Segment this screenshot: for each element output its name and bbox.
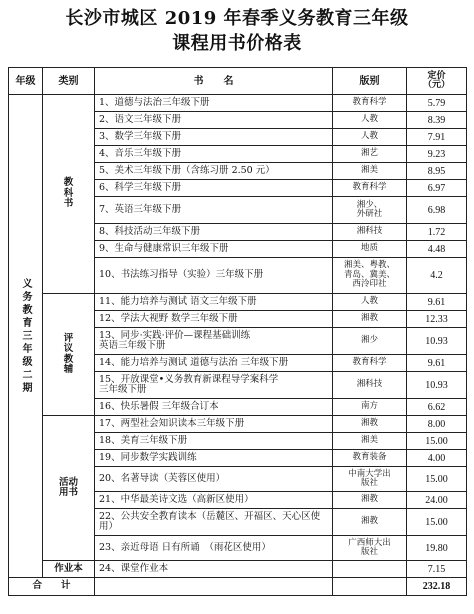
publisher: 湘少、 外研社 [333,197,407,224]
price: 15.00 [407,467,467,492]
book-name: 23、亲近母语 日有所诵 （雨花区使用） [95,536,333,561]
book-name: 20、名著导读（芙蓉区使用） [95,467,333,492]
book-name: 11、能力培养与测试 语文三年级下册 [95,294,333,311]
price: 8.00 [407,416,467,433]
publisher: 湘教 [333,416,407,433]
book-name: 12、学法大视野 数学三年级下册 [95,311,333,328]
price: 4.48 [407,241,467,258]
category-textbook: 教 科 书 [43,95,95,294]
book-name: 6、科学三年级下册 [95,180,333,197]
price-table [8,67,467,596]
book-name: 19、同步数学实践训练 [95,450,333,467]
book-name: 22、公共安全教育读本（岳麓区、开福区、天心区使用） [95,509,333,536]
publisher: 南方 [333,399,407,416]
table-row [9,95,467,112]
price: 10.93 [407,372,467,399]
price: 15.00 [407,433,467,450]
book-name: 1、道德与法治三年级下册 [95,95,333,112]
price: 9.23 [407,146,467,163]
category-assist: 评 议 教 辅 [43,294,95,416]
total-empty-name [95,578,333,596]
total-empty-publisher [333,578,407,596]
price: 6.97 [407,180,467,197]
price: 9.61 [407,294,467,311]
header-category: 类别 [43,68,95,95]
table-row [9,561,467,578]
book-name: 18、美育三年级下册 [95,433,333,450]
header-publisher: 版别 [333,68,407,95]
category-activity: 活动 用书 [43,416,95,561]
book-name: 14、能力培养与测试 道德与法治 三年级下册 [95,355,333,372]
publisher: 湘美、粤教、 青岛、冀美、 西泠印社 [333,258,407,294]
price: 6.98 [407,197,467,224]
table-header-row [9,68,467,95]
publisher: 湘科技 [333,372,407,399]
price: 19.80 [407,536,467,561]
price: 4.00 [407,450,467,467]
publisher: 教育装备 [333,450,407,467]
category-homework: 作业本 [43,561,95,578]
publisher: 教育科学 [333,95,407,112]
book-name: 16、快乐暑假 三年级合订本 [95,399,333,416]
total-row [9,578,467,596]
publisher: 人教 [333,294,407,311]
book-name: 8、科技活动三年级下册 [95,224,333,241]
total-price: 232.18 [407,578,467,596]
publisher: 湘美 [333,433,407,450]
book-name: 7、英语三年级下册 [95,197,333,224]
price: 10.93 [407,328,467,355]
publisher: 湘少 [333,328,407,355]
book-name: 9、生命与健康常识三年级下册 [95,241,333,258]
publisher: 教育科学 [333,180,407,197]
book-name: 13、同步·实践·评价—课程基础训练 英语三年级下册 [95,328,333,355]
price: 24.00 [407,492,467,509]
book-name: 15、开放课堂•义务教育新课程导学案科学 三年级下册 [95,372,333,399]
price: 7.91 [407,129,467,146]
book-name: 21、中华最美诗文选（高新区使用） [95,492,333,509]
table-row [9,294,467,311]
price: 4.2 [407,258,467,294]
publisher: 湘艺 [333,146,407,163]
grade-cell: 义务教育三年级二期 [9,95,43,578]
price: 12.33 [407,311,467,328]
publisher: 中南大学出 版社 [333,467,407,492]
header-grade: 年级 [9,68,43,95]
price: 8.39 [407,112,467,129]
price: 6.62 [407,399,467,416]
price: 9.61 [407,355,467,372]
book-name: 4、音乐三年级下册 [95,146,333,163]
publisher: 湘教 [333,492,407,509]
publisher: 地质 [333,241,407,258]
book-name: 17、两型社会知识读本三年级下册 [95,416,333,433]
book-name: 5、美术三年级下册（含练习册 2.50 元） [95,163,333,180]
price: 8.95 [407,163,467,180]
publisher: 湘教 [333,311,407,328]
header-price: 定价 （元） [407,68,467,95]
publisher: 湘美 [333,163,407,180]
price: 7.15 [407,561,467,578]
page-title-line2: 课程用书价格表 [172,33,302,54]
publisher: 人教 [333,129,407,146]
price: 1.72 [407,224,467,241]
book-name: 3、数学三年级下册 [95,129,333,146]
price: 5.79 [407,95,467,112]
publisher: 湘科技 [333,224,407,241]
publisher: 人教 [333,112,407,129]
publisher [333,561,407,578]
price: 15.00 [407,509,467,536]
book-name: 10、书法练习指导（实验）三年级下册 [95,258,333,294]
book-name: 24、课堂作业本 [95,561,333,578]
book-name: 2、语文三年级下册 [95,112,333,129]
total-label: 合 计 [9,578,95,596]
publisher: 广西师大出 版社 [333,536,407,561]
publisher: 教育科学 [333,355,407,372]
publisher: 湘教 [333,509,407,536]
header-book-name: 书 名 [95,68,333,95]
page-title-line1: 长沙市城区 2019 年春季义务教育三年级 [65,8,409,29]
table-row [9,416,467,433]
